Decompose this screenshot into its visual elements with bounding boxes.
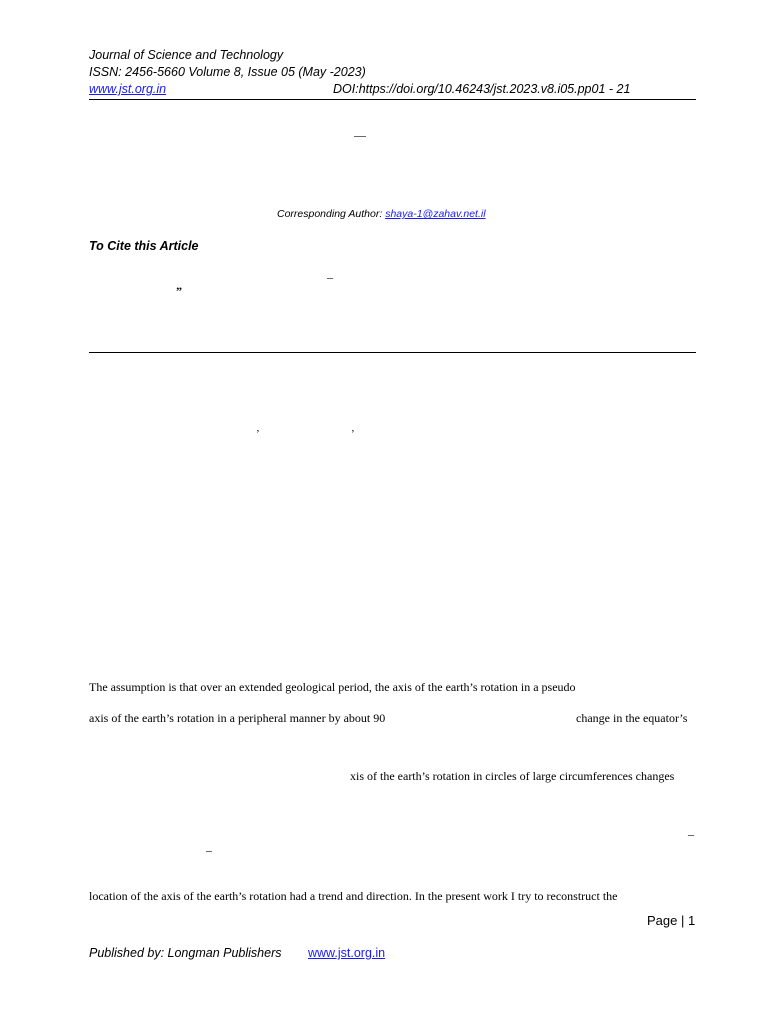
corresponding-author bbox=[277, 208, 486, 220]
cite-dash: – bbox=[327, 270, 333, 284]
footer-website-link[interactable]: www.jst.org.in bbox=[308, 946, 386, 960]
body-line-3: xis of the earth’s rotation in circles of large circumferences changes bbox=[350, 769, 675, 783]
abstract-mark-1: ’ bbox=[256, 428, 260, 440]
cite-heading: To Cite this Article bbox=[89, 239, 199, 253]
corresponding-author-email-link[interactable]: shaya-1@zahav.net.il bbox=[385, 208, 486, 220]
section-divider bbox=[89, 352, 696, 353]
body-line-2a: axis of the earth’s rotation in a peripheral manner by about 90 bbox=[89, 711, 386, 725]
page-number: Page | 1 bbox=[647, 913, 696, 928]
body-dash-left: – bbox=[206, 843, 212, 857]
journal-website-link[interactable]: www.jst.org.in bbox=[89, 82, 167, 96]
body-line-2b: change in the equator’s bbox=[576, 711, 688, 725]
body-dash-right: – bbox=[688, 827, 694, 841]
body-line-5: location of the axis of the earth’s rotation had a trend and direction. In the present work I try to reconstruct the bbox=[89, 889, 618, 903]
abstract-mark-2: ’ bbox=[351, 428, 355, 440]
journal-name: Journal of Science and Technology bbox=[89, 48, 284, 62]
footer-publisher: Published by: Longman Publishers bbox=[89, 946, 282, 960]
doi-line: DOI:https://doi.org/10.46243/jst.2023.v8.i05.pp01 - 21 bbox=[333, 82, 631, 96]
header-divider bbox=[89, 99, 696, 100]
corresponding-author-label: Corresponding Author: bbox=[277, 208, 386, 220]
issn-line: ISSN: 2456-5660 Volume 8, Issue 05 (May -2023) bbox=[89, 65, 366, 79]
body-line-1: The assumption is that over an extended geological period, the axis of the earth’s rotation in a pseudo bbox=[89, 680, 576, 694]
cite-close-quote: ” bbox=[176, 284, 182, 298]
title-dash: — bbox=[354, 128, 366, 142]
